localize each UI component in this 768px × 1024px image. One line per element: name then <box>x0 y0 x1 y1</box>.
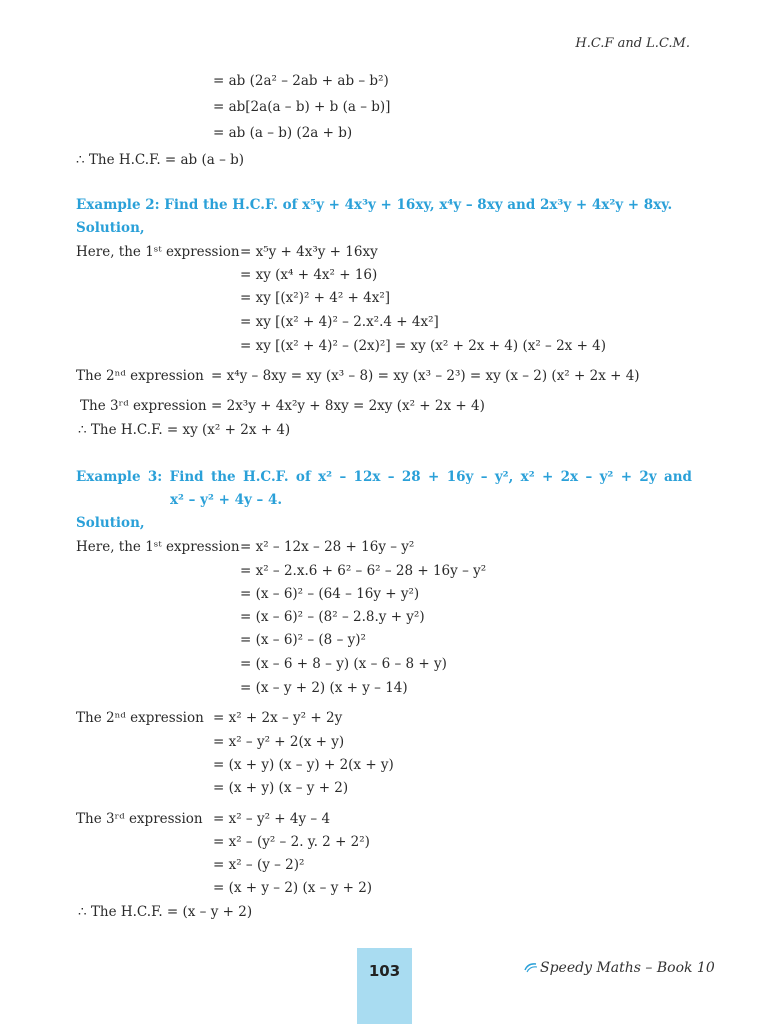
step-line: = (x + y – 2) (x – y + 2) <box>213 880 373 896</box>
step-line: = x² + 2x – y² + 2y <box>213 710 343 726</box>
step-line: = xy (x⁴ + 4x² + 16) <box>240 267 378 283</box>
step-line: = x² – y² + 4y – 4 <box>213 811 331 827</box>
step-line: = (x – 6)² – (64 – 16y + y²) <box>240 586 420 602</box>
example-heading: Example 3: Find the H.C.F. of x² – 12x – 28 + 16y – y², x² + 2x – y² + 2y and <box>76 469 692 485</box>
step-line: = (x – 6)² – (8 – y)² <box>240 632 366 648</box>
step-line: = xy [(x² + 4)² – (2x)²] = xy (x² + 2x + 4) (x² – 2x + 4) <box>240 338 607 354</box>
page-number-tab <box>357 948 412 1024</box>
step-line: = ab (a – b) (2a + b) <box>213 125 353 141</box>
example-heading: Example 2: Find the H.C.F. of x⁵y + 4x³y + 16xy, x⁴y – 8xy and 2x³y + 4x²y + 8xy. <box>76 197 673 213</box>
step-line: = (x – 6)² – (8² – 2.8.y + y²) <box>240 609 425 625</box>
book-footer <box>524 960 715 976</box>
speedy-swoosh-icon <box>524 961 538 975</box>
step-line: = x⁵y + 4x³y + 16xy <box>240 244 378 260</box>
expression-label: Here, the 1ˢᵗ expression <box>76 539 240 555</box>
step-line: = (x + y) (x – y + 2) <box>213 780 349 796</box>
step-line: = x² – (y – 2)² <box>213 857 305 873</box>
book-title: Speedy Maths – Book 10 <box>540 960 715 976</box>
step-line: = ab (2a² – 2ab + ab – b²) <box>213 73 389 89</box>
step-line: = 2x³y + 4x²y + 8xy = 2xy (x² + 2x + 4) <box>211 398 485 414</box>
step-line: = x² – y² + 2(x + y) <box>213 734 345 750</box>
conclusion: ∴ The H.C.F. = ab (a – b) <box>76 152 245 168</box>
step-line: = (x – y + 2) (x + y – 14) <box>240 680 408 696</box>
page-number: 103 <box>368 962 401 980</box>
step-line: = ab[2a(a – b) + b (a – b)] <box>213 99 391 115</box>
step-line: = x² – 2.x.6 + 6² – 6² – 28 + 16y – y² <box>240 563 487 579</box>
step-line: = x² – (y² – 2. y. 2 + 2²) <box>213 834 370 850</box>
solution-heading: Solution, <box>76 515 145 531</box>
conclusion: ∴ The H.C.F. = (x – y + 2) <box>78 904 253 920</box>
expression-label: The 2ⁿᵈ expression <box>76 710 204 726</box>
expression-label: Here, the 1ˢᵗ expression <box>76 244 240 260</box>
step-line: = (x + y) (x – y) + 2(x + y) <box>213 757 394 773</box>
solution-heading: Solution, <box>76 220 145 236</box>
expression-label: The 3ʳᵈ expression <box>76 811 203 827</box>
step-line: = (x – 6 + 8 – y) (x – 6 – 8 + y) <box>240 656 447 672</box>
example-heading-cont: x² – y² + 4y – 4. <box>170 492 283 508</box>
step-line: = x⁴y – 8xy = xy (x³ – 8) = xy (x³ – 2³) = xy (x – 2) (x² + 2x + 4) <box>211 368 640 384</box>
expression-label: The 2ⁿᵈ expression <box>76 368 204 384</box>
running-header: H.C.F and L.C.M. <box>575 36 690 51</box>
expression-label: The 3ʳᵈ expression <box>80 398 207 414</box>
step-line: = xy [(x²)² + 4² + 4x²] <box>240 290 391 306</box>
conclusion: ∴ The H.C.F. = xy (x² + 2x + 4) <box>78 422 291 438</box>
step-line: = x² – 12x – 28 + 16y – y² <box>240 539 415 555</box>
step-line: = xy [(x² + 4)² – 2.x².4 + 4x²] <box>240 314 439 330</box>
